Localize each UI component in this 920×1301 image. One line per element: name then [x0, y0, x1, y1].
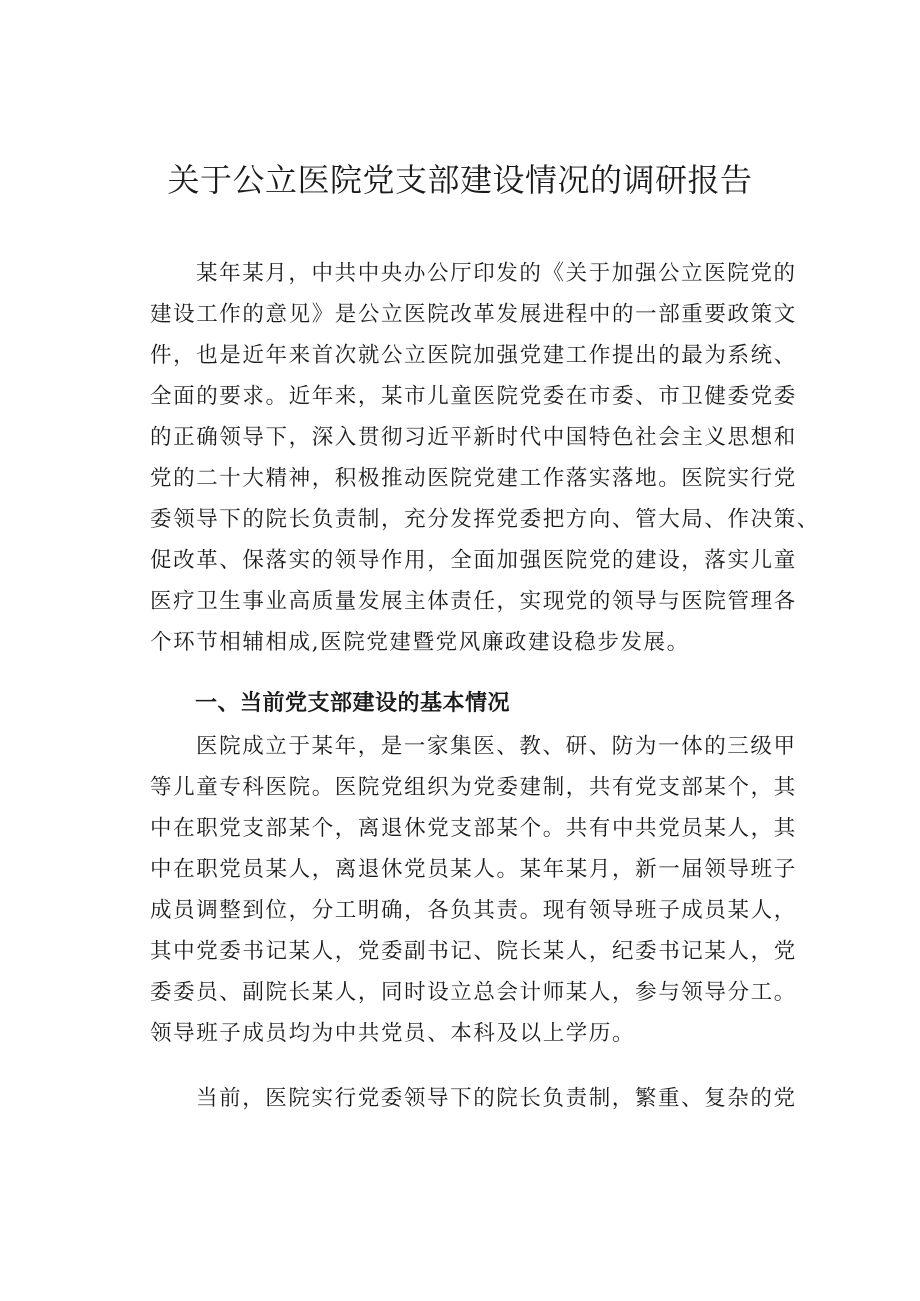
text-line: 委委员、副院长某人，同时设立总会计师某人，参与领导分工。: [150, 980, 797, 1005]
text-line: 个环节相辅相成,医院党建暨党风廉政建设稳步发展。: [150, 630, 690, 655]
text-line: 建设工作的意见》是公立医院改革发展进程中的一部重要政策文: [150, 302, 797, 327]
text-line: 党的二十大精神，积极推动医院党建工作落实落地。医院实行党: [150, 466, 797, 491]
text-line: 当前，医院实行党委领导下的院长负责制，繁重、复杂的党: [196, 1086, 797, 1111]
text-line: 医院成立于某年，是一家集医、教、研、防为一体的三级甲: [196, 734, 797, 759]
paragraph-basic-info: [150, 726, 797, 1054]
section-heading: 一、当前党支部建设的基本情况: [195, 691, 511, 716]
text-line: 领导班子成员均为中共党员、本科及以上学历。: [150, 1021, 636, 1046]
text-line: 等儿童专科医院。医院党组织为党委建制，共有党支部某个，其: [150, 775, 797, 800]
paragraph-intro: [150, 253, 820, 663]
text-line: 其中党委书记某人，党委副书记、院长某人，纪委书记某人，党: [150, 939, 797, 964]
text-line: 全面的要求。近年来，某市儿童医院党委在市委、市卫健委党委: [150, 384, 797, 409]
text-line: 件，也是近年来首次就公立医院加强党建工作提出的最为系统、: [150, 343, 797, 368]
text-line: 委领导下的院长负责制，充分发挥党委把方向、管大局、作决策、: [150, 507, 820, 532]
text-line: 的正确领导下，深入贯彻习近平新时代中国特色社会主义思想和: [150, 425, 797, 450]
document-title: 关于公立医院党支部建设情况的调研报告: [167, 161, 753, 199]
text-line: 中在职党支部某个，离退休党支部某个。共有中共党员某人，其: [150, 816, 797, 841]
text-line: 成员调整到位，分工明确，各负其责。现有领导班子成员某人，: [150, 898, 797, 923]
text-line: 促改革、保落实的领导作用，全面加强医院党的建设，落实儿童: [150, 548, 797, 573]
text-line: 中在职党员某人，离退休党员某人。某年某月，新一届领导班子: [150, 857, 797, 882]
text-line: 医疗卫生事业高质量发展主体责任，实现党的领导与医院管理各: [150, 589, 797, 614]
text-line: 某年某月，中共中央办公厅印发的《关于加强公立医院党的: [196, 261, 797, 286]
paragraph-current: [150, 1078, 797, 1119]
